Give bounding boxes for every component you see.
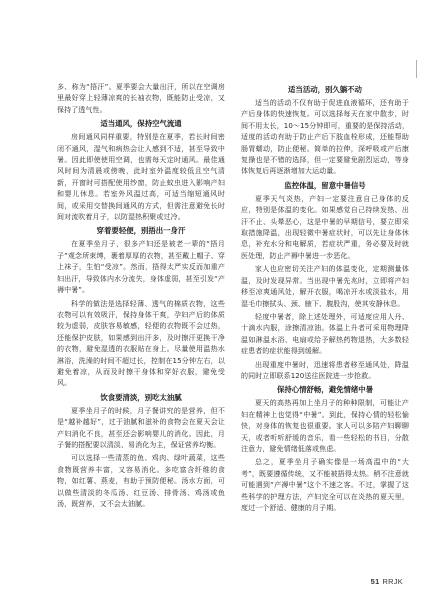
body-paragraph: 夏季坐月子的时候，月子餐讲究的是营养，但不是“越补越好”，过于油腻和滋补的食物会在夏天会让产妇消化不良，甚至还会影响婴儿的消化。因此，月子餐的搭配要以清淡、易消化为主，保证营养均衡。 [57,406,225,449]
body-paragraph: 多、称为“捂汗”。夏季要会大量出汗，所以在空调房里最好穿上轻薄凉爽的长袖衣物，既能防止受凉，又保持了透气性。 [57,83,225,114]
body-paragraph: 总之，夏季坐月子确实像是一场高温中的“大考”，既要遵循传统，又不能被捂得太热。稍不注意就可能遇到“产褥中暑”这个不速之客。不过，掌握了这些科学的护理方法，产妇完全可以在炎热的夏天里，度过一个舒适、健康的月子期。 [241,458,409,512]
left-column [57,82,225,512]
body-paragraph: 科学的做法是选择轻薄、透气的棉质衣物，这些衣物可以有效吸汗，保持身体干爽，孕妇产后的体质较为虚弱，皮肤容易敏感，轻便的衣物既不会过热，还能保护皮肤，如果感到出汗多，及时擦汗更换干净的衣物，避免湿透的衣服贴在身上。尽量使用温热水淋浴，洗澡的时间不超过长，控制在15分钟左右，以避免着凉，从而及时擦干身体和穿好衣服，避免受风。 [57,299,225,388]
journal-code: RRJK [382,577,403,586]
section-heading: 穿着要轻便，别捂出一身汗 [96,226,186,236]
body-paragraph: 夏天的高热再加上坐月子的种种限制，可能让产妇在精神上也觉得“中暑”。到此，保持心情的轻松愉快，对身体的恢复也很重要。家人可以多陪产妇聊聊天，或者听听舒缓的音乐，看一些轻松的书目，分散注意力，避免情绪低落或焦虑。 [241,399,409,453]
body-paragraph: 在夏季坐月子，很多产妇还是被老一辈的“捂月子”观念所束缚，裹着厚厚的衣物，甚至戴上帽子、穿上袜子，生怕“受凉”。然而，捂得太严实反而加重产妇出汗，导致体内水分流失，身体虚弱，甚至引发“产褥中暑”。 [57,240,225,295]
body-paragraph: 房间通风同样重要，特别是在夏季，若长时间密闭不通风，湿气和病热会让人感到不适，甚至导致中暑。因此即使使用空调，也需每天定时通风。最佳通风时间为清晨或傍晚，此时室外温度较低且空气清新，开窗时可搭配使用纱窗，防止蚊虫进入影响产妇和婴儿休息。若室外风温过高，可适当缩短通风时间，或采用交替换间通风的方式，但需注意避免长时间对流吹着月子，以防湿热积聚或过冷。 [57,133,225,222]
body-paragraph: 夏季天气炎热，产妇一定要注意自己身体的反应，特别是体温的变化。如果感觉自己持续发热、出汗不止、头晕恶心，这是中暑的早期信号，要立即采取措施降温，出现轻微中暑症状时，可以先让身体休息，补充水分和电解质，若症状严重，务必要及时就医处理，防止产褥中暑进一步恶化。 [241,194,409,260]
body-paragraph: 适当的活动不仅有助于促进血液循环，还有助于产后身体的快速恢复。可以选择每天在家中散步，时间不用太长，10～15分钟即可，重要的是保持活动，适度的活动有助于防止产后下肢血栓形成，还能帮助肠胃蠕动，防止便秘。简单的拉伸，深呼吸或产后康复操也是不错的选择，但一定要避免剧烈运动，等身体恢复后再逐渐增加大运动量。 [241,99,409,176]
section-heading: 适当活动，别久躺不动 [288,85,362,94]
body-paragraph: 家人也应密切关注产妇的体温变化，定期测量体温，及时发现异常。当出现中暑先兆时，立即将产妇移至凉爽通风处，解开衣服，喝凉开水或淡盐水，用湿毛巾擦拭头、颈、腋下、腹股沟，使其安静休息。 [241,265,409,308]
section-heading: 饮食要清淡，别吃太油腻 [100,392,182,402]
right-column [241,82,409,516]
page-footer [371,577,403,586]
page-number: 51 [370,577,380,586]
body-paragraph: 轻度中暑者，除上述处理外，可适度应用人丹、十滴水内服，涂擦清凉油。体温上升者可采用物理降温如淋温水浴、电扇或给予解热药物退热，大多数轻症患者的症状能得到缓解。 [241,312,409,356]
page-edge-mark [416,60,417,78]
section-heading: 适当通风，保持空气流通 [100,119,182,129]
section-heading: 保持心情舒畅，避免情绪中暑 [276,385,374,395]
body-paragraph: 可以选择一些清蒸的鱼、鸡肉、绿叶蔬菜，这些食物既营养丰富，又容易消化。多吃富含纤维的食物，如红薯、燕麦，有助于预防便秘。汤水方面，可以做些清淡的冬瓜汤、红豆汤、排骨汤、鸡汤或鱼汤，既营养，又不会太油腻。 [57,454,225,508]
body-paragraph: 出现重度中暑时，迅速将患者移至通风处，降温的同时立即联系120送往医院进一步抢救。 [241,360,409,380]
section-heading: 监控体温，留意中暑信号 [284,180,366,190]
